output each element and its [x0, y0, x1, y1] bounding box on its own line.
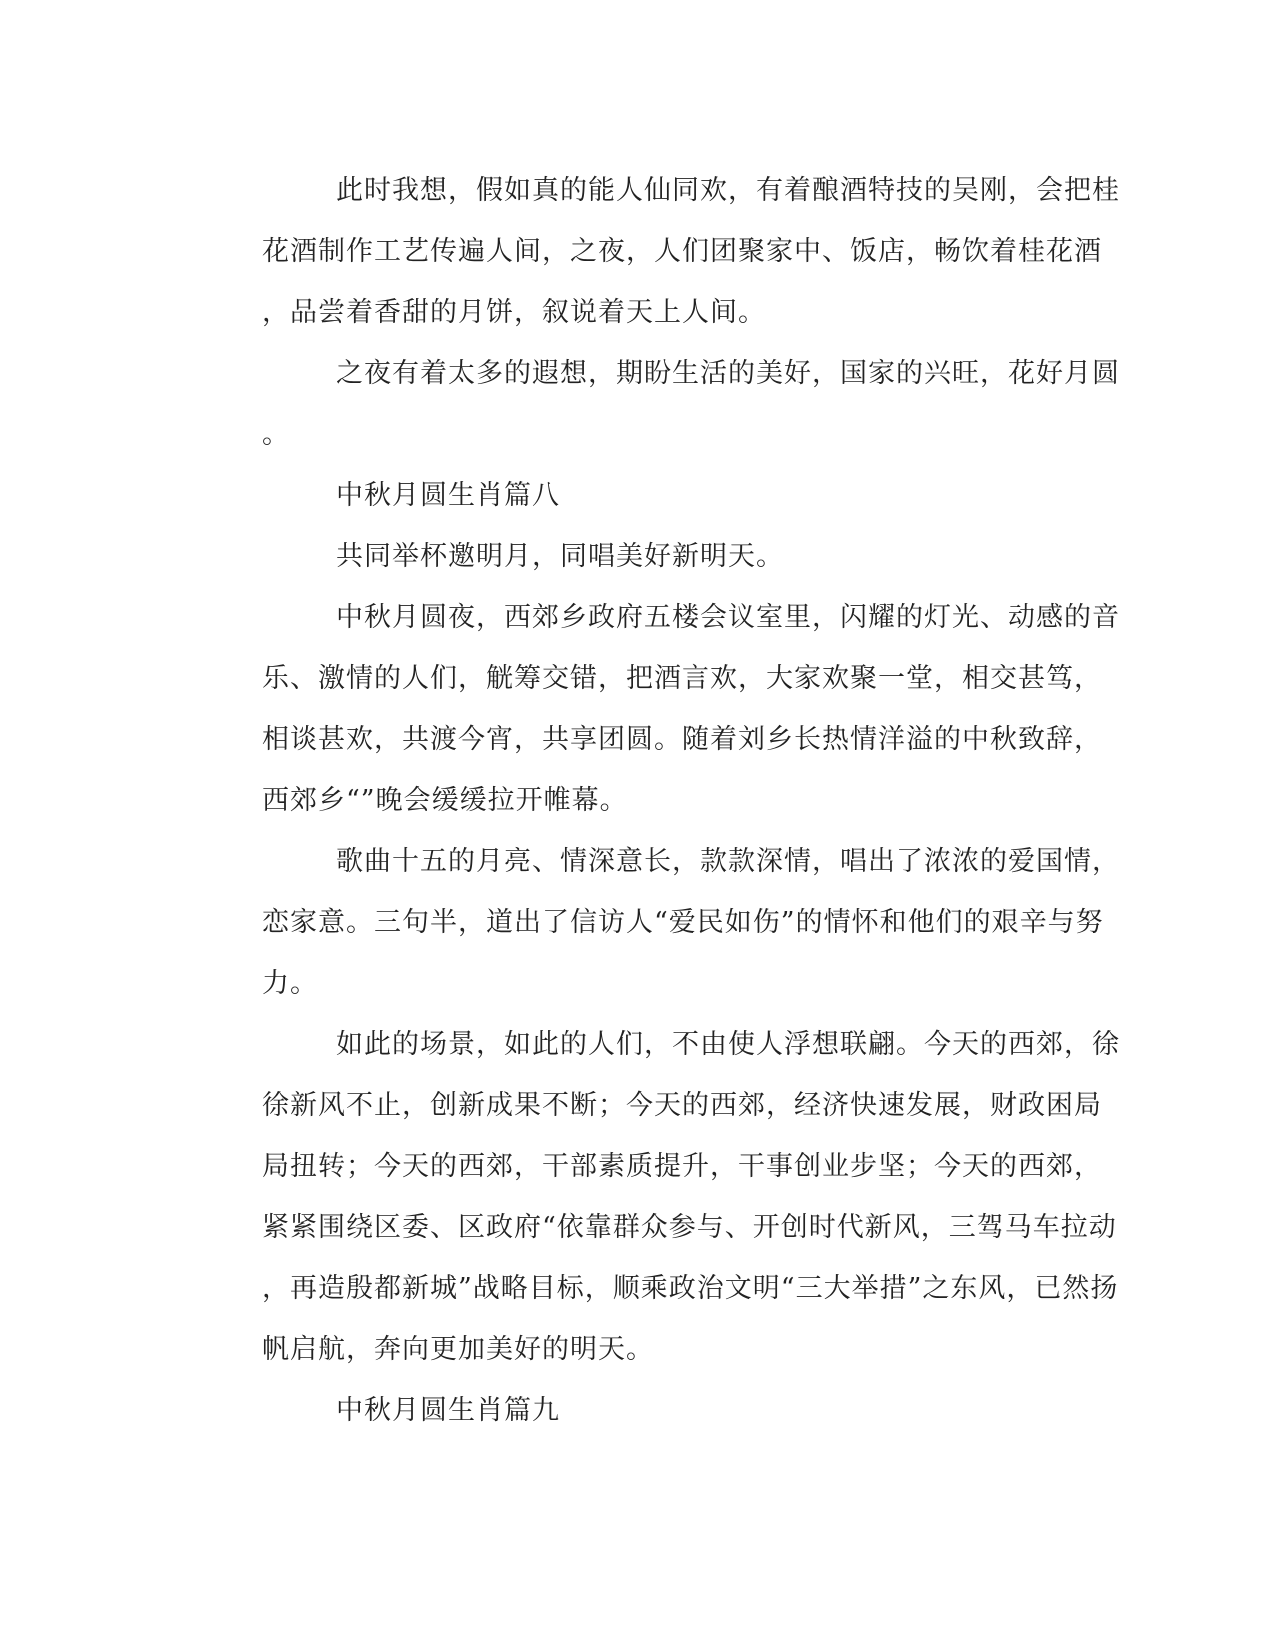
paragraph-party	[188, 587, 1120, 831]
heading-text: 中秋月圆生肖篇九	[336, 1395, 560, 1426]
paragraph-wu-gang	[188, 160, 1120, 343]
text-line: 此时我想，假如真的能人仙同欢，有着酿酒特技的吴刚，会把桂	[336, 175, 1120, 206]
text-line: 徐新风不止，创新成果不断；今天的西郊，经济快速发展，财政困局	[262, 1090, 1102, 1121]
text-line: 帆启航，奔向更加美好的明天。	[262, 1334, 654, 1365]
document-body	[188, 160, 1120, 1441]
paragraph-reverie	[188, 343, 1120, 465]
text-line: 共同举杯邀明月，同唱美好新明天。	[336, 541, 784, 572]
text-line: 相谈甚欢，共渡今宵，共享团圆。随着刘乡长热情洋溢的中秋致辞，	[262, 724, 1102, 755]
text-line: 恋家意。三句半，道出了信访人“爱民如伤”的情怀和他们的艰辛与努	[262, 907, 1104, 938]
paragraph-songs	[188, 831, 1120, 1014]
paragraph-toast	[188, 526, 1068, 587]
section-heading-nine	[188, 1380, 1068, 1441]
text-line: ，再造殷都新城”战略目标，顺乘政治文明“三大举措”之东风，已然扬	[262, 1273, 1119, 1304]
text-line: 力。	[262, 968, 318, 999]
text-line: 歌曲十五的月亮、情深意长，款款深情，唱出了浓浓的爱国情，	[336, 846, 1120, 877]
heading-text: 中秋月圆生肖篇八	[336, 480, 560, 511]
text-line: 局扭转；今天的西郊，干部素质提升，干事创业步坚；今天的西郊，	[262, 1151, 1102, 1182]
text-line: 乐、激情的人们，觥筹交错，把酒言欢，大家欢聚一堂，相交甚笃，	[262, 663, 1102, 694]
paragraph-xijiao-today	[188, 1014, 1120, 1380]
text-line: 如此的场景，如此的人们，不由使人浮想联翩。今天的西郊，徐	[336, 1029, 1120, 1060]
section-heading-eight	[188, 465, 1068, 526]
text-line: 花酒制作工艺传遍人间，之夜，人们团聚家中、饭店，畅饮着桂花酒	[262, 236, 1102, 267]
text-line: 西郊乡“”晚会缓缓拉开帷幕。	[262, 785, 628, 816]
text-line: 中秋月圆夜，西郊乡政府五楼会议室里，闪耀的灯光、动感的音	[336, 602, 1120, 633]
text-line: ，品尝着香甜的月饼，叙说着天上人间。	[262, 297, 766, 328]
text-line: 。	[262, 419, 290, 450]
text-line: 紧紧围绕区委、区政府“依靠群众参与、开创时代新风，三驾马车拉动	[262, 1212, 1117, 1243]
text-line: 之夜有着太多的遐想，期盼生活的美好，国家的兴旺，花好月圆	[336, 358, 1120, 389]
